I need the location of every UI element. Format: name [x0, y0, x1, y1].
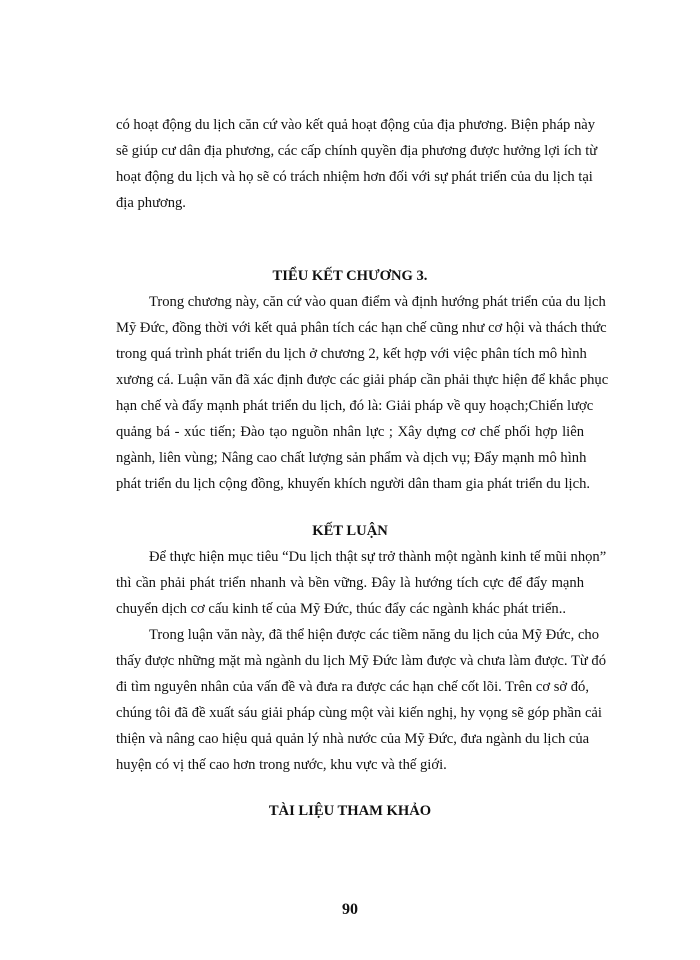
paragraph-line: hạn chế và đẩy mạnh phát triển du lịch, đó là: Giải pháp về quy hoạch;Chiến lược: [116, 398, 594, 414]
summary-heading: TIỂU KẾT CHƯƠNG 3.: [272, 268, 428, 284]
paragraph-line: thiện và nâng cao hiệu quả quản lý nhà nước của Mỹ Đức, đưa ngành du lịch của: [116, 731, 590, 747]
paragraph-line: huyện có vị thế cao hơn trong nước, khu vực và thế giới.: [116, 757, 447, 773]
paragraph-line: ngành, liên vùng; Nâng cao chất lượng sản phẩm và dịch vụ; Đẩy mạnh mô hình: [116, 450, 587, 466]
paragraph-line: quảng bá - xúc tiến; Đào tạo nguồn nhân lực ; Xây dựng cơ chế phối hợp liên: [116, 424, 584, 440]
paragraph-line: chúng tôi đã đề xuất sáu giải pháp cùng một vài kiến nghị, hy vọng sẽ góp phần cải: [116, 705, 602, 721]
paragraph-line: Để thực hiện mục tiêu “Du lịch thật sự trở thành một ngành kinh tế mũi nhọn”: [149, 549, 607, 565]
conclusion-heading: KẾT LUẬN: [312, 523, 388, 539]
paragraph-line: Trong chương này, căn cứ vào quan điểm và định hướng phát triển của du lịch: [149, 294, 606, 310]
paragraph-line: đi tìm nguyên nhân của vấn đề và đưa ra được các hạn chế cốt lõi. Trên cơ sở đó,: [116, 679, 589, 695]
paragraph-line: phát triển du lịch cộng đồng, khuyến khích người dân tham gia phát triển du lịch.: [116, 476, 591, 492]
paragraph-line: chuyển dịch cơ cấu kinh tế của Mỹ Đức, thúc đẩy các ngành khác phát triển..: [116, 601, 567, 617]
paragraph-line: xương cá. Luận văn đã xác định được các giải pháp cần phải thực hiện để khắc phục: [116, 372, 609, 388]
paragraph-line: thấy được những mặt mà ngành du lịch Mỹ Đức làm được và chưa làm được. Từ đó: [116, 653, 607, 669]
page-number: 90: [342, 901, 358, 918]
paragraph-line: hoạt động du lịch và họ sẽ có trách nhiệm hơn đối với sự phát triển của du lịch tại: [116, 169, 593, 185]
paragraph-line: Mỹ Đức, đồng thời với kết quả phân tích các hạn chế cũng như cơ hội và thách thức: [116, 320, 607, 336]
paragraph-line: địa phương.: [116, 195, 186, 211]
paragraph-line: trong quá trình phát triển du lịch ở chương 2, kết hợp với việc phân tích mô hình: [116, 346, 587, 362]
paragraph-line: Trong luận văn này, đã thể hiện được các tiềm năng du lịch của Mỹ Đức, cho: [149, 627, 600, 643]
paragraph-line: sẽ giúp cư dân địa phương, các cấp chính quyền địa phương được hưởng lợi ích từ: [116, 143, 598, 159]
paragraph-line: có hoạt động du lịch căn cứ vào kết quả hoạt động của địa phương. Biện pháp này: [116, 117, 596, 133]
references-heading: TÀI LIỆU THAM KHẢO: [268, 803, 432, 819]
paragraph-line: thì cần phải phát triển nhanh và bền vững. Đây là hướng tích cực để đẩy mạnh: [116, 575, 584, 591]
